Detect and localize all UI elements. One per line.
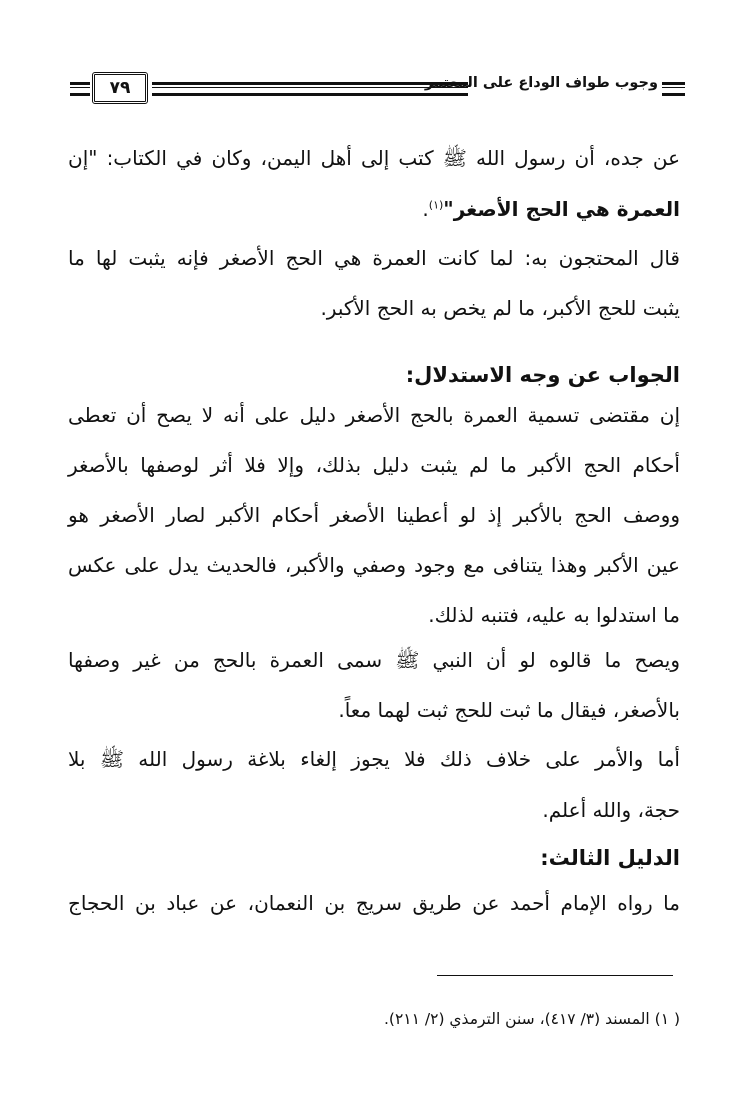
text-line: إن مقتضى تسمية العمرة بالحج الأصغر دليل على أنه لا يصح أن تعطى (68, 403, 680, 427)
text-line: بالأصغر، فيقال ما ثبت للحج ثبت لهما معاً. (338, 698, 680, 722)
text-line: قال المحتجون به: لما كانت العمرة هي الحج الأصغر فإنه يثبت لها ما (68, 246, 680, 270)
text-line: عن جده، أن رسول الله ﷺ كتب إلى أهل اليمن، وكان في الكتاب: "إن (68, 146, 680, 170)
running-title: وجوب طواف الوداع على المعتمر (424, 75, 658, 91)
text-line: ما رواه الإمام أحمد عن طريق سريج بن النعمان، عن عباد بن الحجاج (68, 891, 680, 915)
text-line: ووصف الحج بالأكبر إذ لو أعطينا الأصغر أحكام الأكبر لصار الأصغر هو (68, 503, 680, 527)
page-number: ٧٩ (92, 72, 148, 104)
header-rule-left (70, 82, 90, 96)
header-rule-middle (152, 82, 468, 96)
quote-bold: العمرة هي الحج الأصغر" (443, 197, 680, 221)
section-heading: الجواب عن وجه الاستدلال: (405, 363, 680, 387)
text-line: يثبت للحج الأكبر، ما لم يخص به الحج الأكبر. (320, 296, 680, 320)
text-line: حجة، والله أعلم. (542, 798, 680, 822)
text-line: عين الأكبر وهذا يتنافى مع وجود وصفي والأكبر، فالحديث يدل على عكس (68, 553, 680, 577)
footnote-marker: (١) (428, 198, 444, 212)
section-heading: الدليل الثالث: (540, 846, 680, 870)
text-line: ويصح ما قالوه لو أن النبي ﷺ سمى العمرة بالحج من غير وصفها (68, 648, 680, 672)
text-line-quote (422, 194, 680, 224)
period: . (422, 197, 429, 221)
text-line: ما استدلوا به عليه، فتنبه لذلك. (428, 603, 680, 627)
text-line: أما والأمر على خلاف ذلك فلا يجوز إلغاء بلاغة رسول الله ﷺ بلا (68, 747, 680, 771)
text-line: أحكام الحج الأكبر ما لم يثبت دليل بذلك، وإلا فلا أثر لوصفها بالأصغر (68, 453, 680, 477)
footnote-separator (437, 975, 673, 976)
header-rule-right (662, 82, 685, 96)
footnote: ( ١) المسند (٣/ ٤١٧)، سنن الترمذي (٢/ ٢١١). (384, 1010, 680, 1028)
page-header (70, 72, 685, 108)
